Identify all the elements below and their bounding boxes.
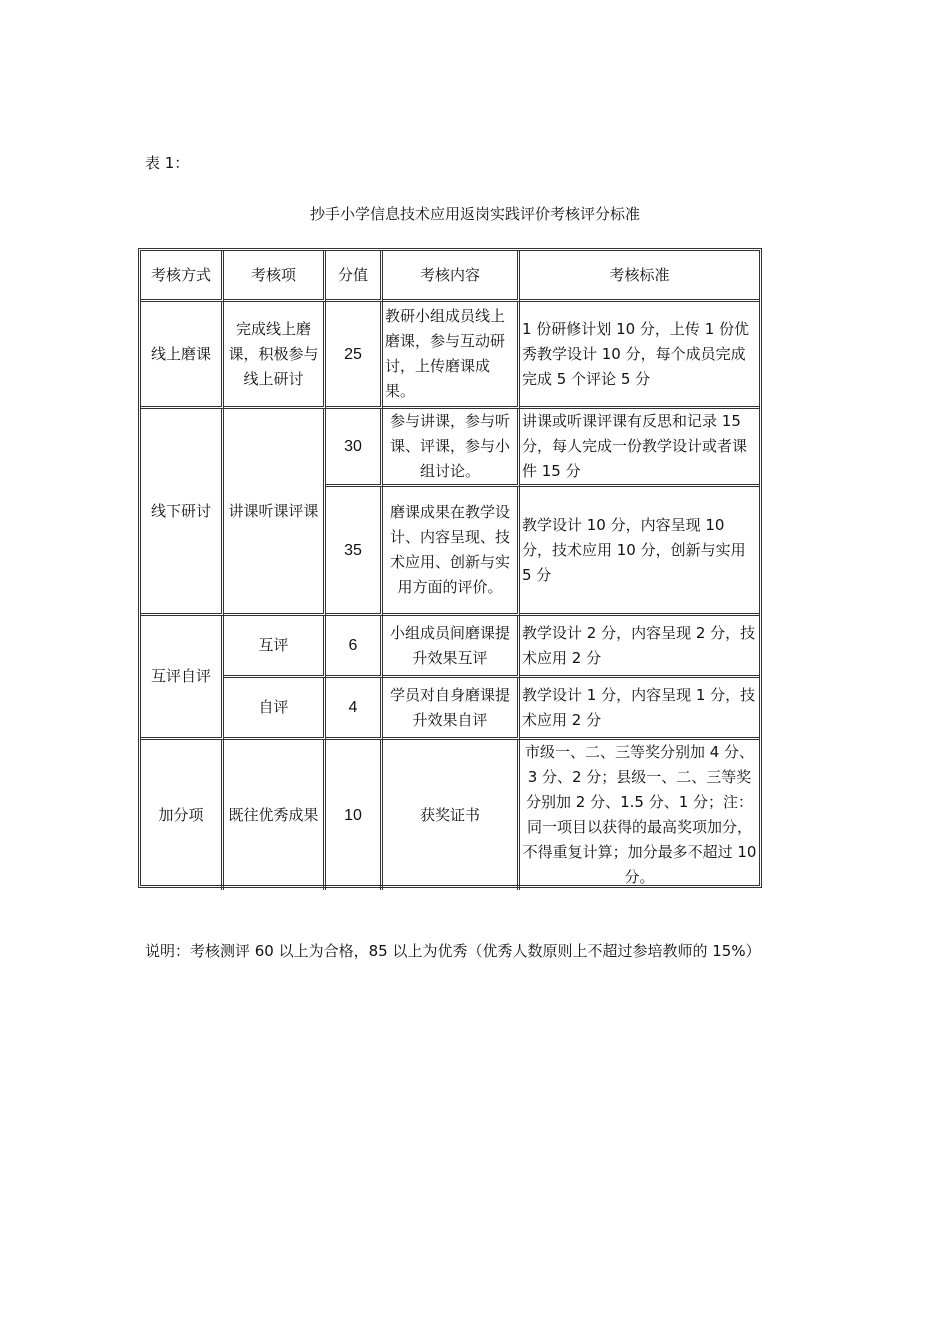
header-cell: 考核方式 — [141, 251, 224, 302]
method-cell: 互评自评 — [141, 616, 224, 740]
content-cell: 磨课成果在教学设计、内容呈现、技术应用、创新与实用方面的评价。 — [383, 487, 520, 616]
content-cell: 教研小组成员线上磨课，参与互动研讨，上传磨课成果。 — [383, 302, 520, 409]
table-row — [141, 740, 759, 890]
footnote: 说明：考核测评 60 以上为合格，85 以上为优秀（优秀人数原则上不超过参培教师的 15%） — [145, 942, 761, 960]
table-row — [141, 409, 759, 487]
content-cell: 获奖证书 — [383, 740, 520, 890]
content-cell: 小组成员间磨课提升效果互评 — [383, 616, 520, 678]
method-cell: 加分项 — [141, 740, 224, 890]
header-cell: 考核内容 — [383, 251, 520, 302]
score-cell: 6 — [326, 616, 383, 678]
document-title: 抄手小学信息技术应用返岗实践评价考核评分标准 — [309, 205, 640, 223]
header-cell: 考核项 — [224, 251, 326, 302]
method-cell: 线上磨课 — [141, 302, 224, 409]
item-cell: 互评 — [224, 616, 326, 678]
content-cell: 学员对自身磨课提升效果自评 — [383, 678, 520, 740]
table-caption: 表 1： — [145, 154, 190, 172]
standard-cell: 教学设计 10 分，内容呈现 10 分，技术应用 10 分，创新与实用 5 分 — [520, 487, 759, 616]
score-cell: 25 — [326, 302, 383, 409]
score-cell: 10 — [326, 740, 383, 890]
table-row — [141, 616, 759, 678]
item-cell: 自评 — [224, 678, 326, 740]
standard-cell: 教学设计 1 分，内容呈现 1 分，技术应用 2 分 — [520, 678, 759, 740]
standard-cell: 讲课或听课评课有反思和记录 15 分，每人完成一份教学设计或者课件 15 分 — [520, 409, 759, 487]
table-row — [141, 678, 759, 740]
content-cell: 参与讲课，参与听课、评课，参与小组讨论。 — [383, 409, 520, 487]
scoring-table — [141, 251, 759, 890]
table-row — [141, 302, 759, 409]
standard-cell: 1 份研修计划 10 分，上传 1 份优秀教学设计 10 分，每个成员完成完成 5 个评论 5 分 — [520, 302, 759, 409]
score-cell: 35 — [326, 487, 383, 616]
item-cell: 完成线上磨课，积极参与线上研讨 — [224, 302, 326, 409]
header-cell: 分值 — [326, 251, 383, 302]
standard-cell: 市级一、二、三等奖分别加 4 分、3 分、2 分；县级一、二、三等奖分别加 2 分、1.5 分、1 分；注：同一项目以获得的最高奖项加分，不得重复计算；加分最多不超过 10 分。 — [522, 743, 757, 886]
item-cell: 讲课听课评课 — [224, 409, 326, 616]
header-row — [141, 251, 759, 302]
standard-cell: 教学设计 2 分，内容呈现 2 分，技术应用 2 分 — [520, 616, 759, 678]
method-cell: 线下研讨 — [141, 409, 224, 616]
header-cell: 考核标准 — [520, 251, 759, 302]
score-cell: 30 — [326, 409, 383, 487]
score-cell: 4 — [326, 678, 383, 740]
item-cell: 既往优秀成果 — [224, 740, 326, 890]
